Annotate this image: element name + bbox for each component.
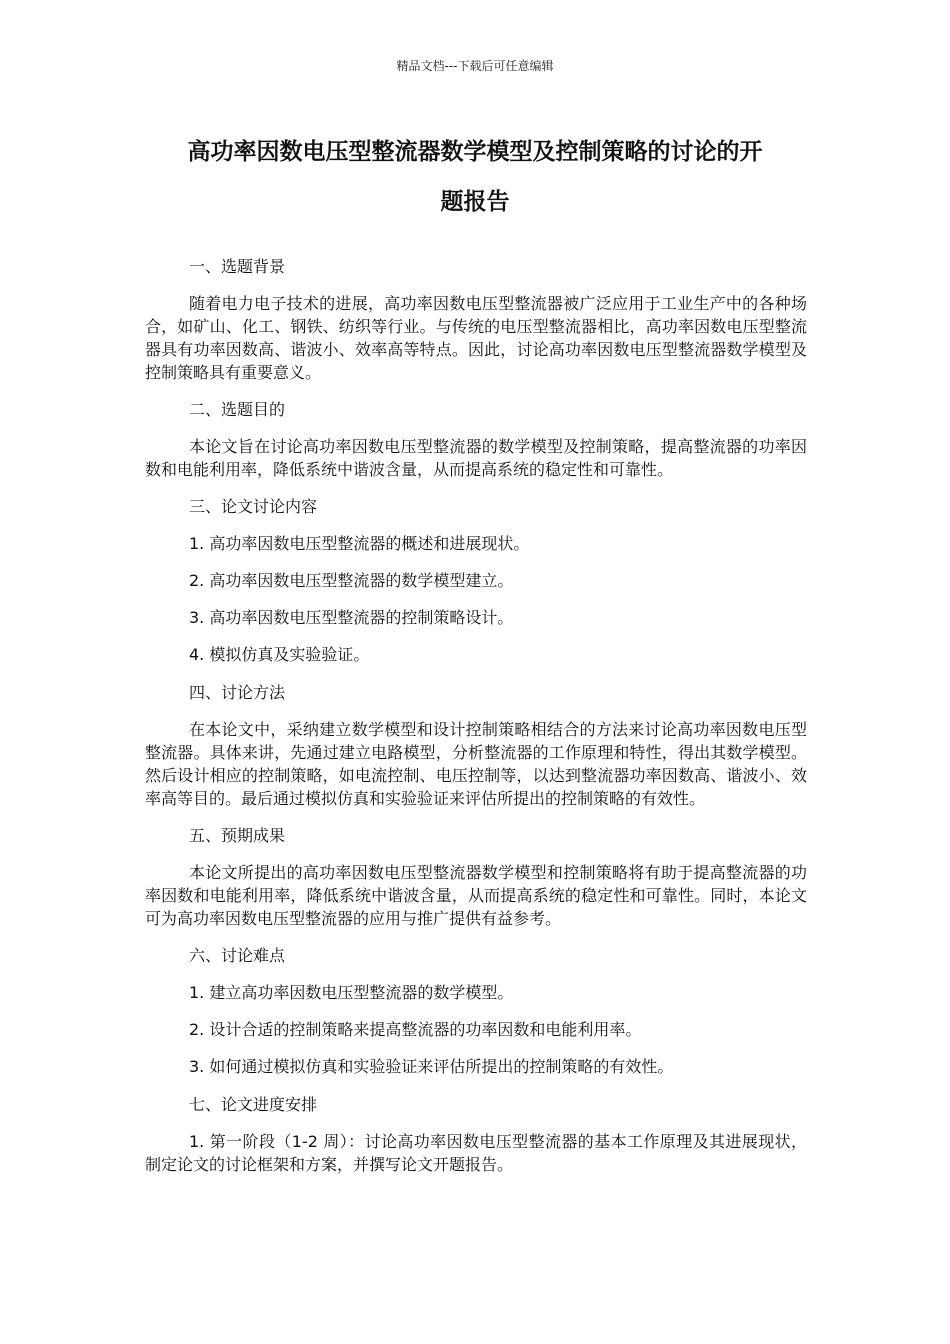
section-heading-schedule: 七、论文进度安排: [189, 1095, 318, 1114]
section-heading-purpose: 二、选题目的: [189, 400, 286, 419]
document-title-line-1: 高功率因数电压型整流器数学模型及控制策略的讨论的开: [187, 139, 763, 165]
section-heading-content: 三、论文讨论内容: [189, 497, 318, 516]
header-note: 精品文档---下载后可任意编辑: [396, 59, 554, 73]
content-list-item: 1. 高功率因数电压型整流器的概述和进展现状。: [189, 534, 530, 553]
difficulty-list-item: 3. 如何通过模拟仿真和实验验证来评估所提出的控制策略的有效性。: [189, 1057, 674, 1076]
section-paragraph-method: 在本论文中，采纳建立数学模型和设计控制策略相结合的方法来讨论高功率因数电压型整流器。具体来讲，先通过建立电路模型，分析整流器的工作原理和特性，得出其数学模型。然后设计相应的控制策略，如电流控制、电压控制等，以达到整流器功率因数高、谐波小、效率高等目的。最后通过模拟仿真和实验验证来评估所提出的控制策略的有效性。: [145, 720, 807, 808]
section-heading-method: 四、讨论方法: [189, 683, 286, 702]
difficulty-list-item: 2. 设计合适的控制策略来提高整流器的功率因数和电能利用率。: [189, 1020, 642, 1039]
section-paragraph-results: 本论文所提出的高功率因数电压型整流器数学模型和控制策略将有助于提高整流器的功率因数和电能利用率，降低系统中谐波含量，从而提高系统的稳定性和可靠性。同时，本论文可为高功率因数电压型整流器的应用与推广提供有益参考。: [145, 863, 807, 928]
content-list-item: 4. 模拟仿真及实验验证。: [189, 645, 370, 664]
document-title-line-2: 题报告: [440, 189, 510, 215]
section-heading-background: 一、选题背景: [189, 257, 286, 276]
section-heading-results: 五、预期成果: [189, 826, 286, 845]
section-paragraph-background: 随着电力电子技术的进展，高功率因数电压型整流器被广泛应用于工业生产中的各种场合，如矿山、化工、钢铁、纺织等行业。与传统的电压型整流器相比，高功率因数电压型整流器具有功率因数高、谐波小、效率高等特点。因此，讨论高功率因数电压型整流器数学模型及控制策略具有重要意义。: [145, 294, 807, 382]
difficulty-list-item: 1. 建立高功率因数电压型整流器的数学模型。: [189, 983, 514, 1002]
content-list-item: 2. 高功率因数电压型整流器的数学模型建立。: [189, 571, 514, 590]
section-paragraph-schedule: 1. 第一阶段（1-2 周）：讨论高功率因数电压型整流器的基本工作原理及其进展现状，制定论文的讨论框架和方案，并撰写论文开题报告。: [145, 1132, 807, 1174]
document-body: [145, 255, 807, 1176]
content-list-item: 3. 高功率因数电压型整流器的控制策略设计。: [189, 608, 514, 627]
section-heading-difficulties: 六、讨论难点: [189, 946, 286, 965]
section-paragraph-purpose: 本论文旨在讨论高功率因数电压型整流器的数学模型及控制策略，提高整流器的功率因数和电能利用率，降低系统中谐波含量，从而提高系统的稳定性和可靠性。: [145, 437, 807, 479]
